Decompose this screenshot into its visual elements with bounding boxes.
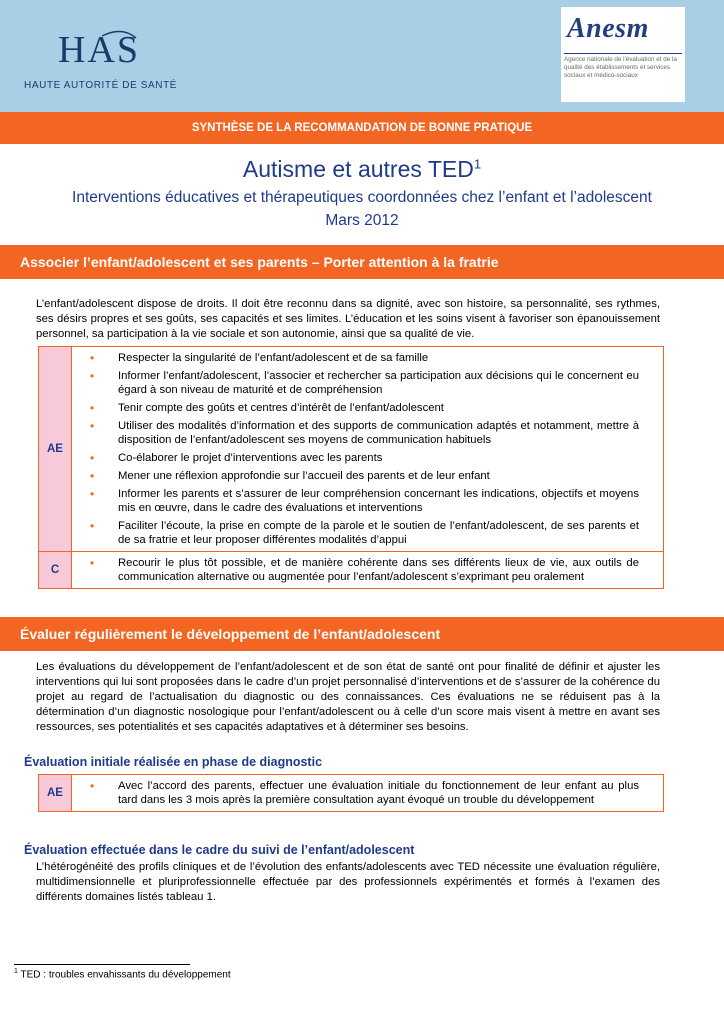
subheading-initial-evaluation: Évaluation initiale réalisée en phase de diagnostic — [24, 755, 323, 769]
recommendation-list — [72, 775, 663, 811]
recommendation-item: • Utiliser des modalités d’information et des supports de communication adaptés et notamment, mettre à disposition de l’enfant/adolescent ses moyens de communication habituels — [86, 419, 639, 447]
recommendation-item: • Recourir le plus tôt possible, et de manière cohérente dans ses différents lieux de vie, aux outils de communication alternative ou augmentée pour l’enfant/adolescent s’exprimant peu oralement — [86, 556, 639, 584]
recommendation-item: • Informer les parents et s’assurer de leur compréhension concernant les indications, objectifs et moyens mis en œuvre, dans le cadre des évaluations et interventions — [86, 487, 639, 515]
section1-intro: L’enfant/adolescent dispose de droits. Il doit être reconnu dans sa dignité, avec son histoire, sa personnalité, ses rythmes, ses désirs propres et ses goûts, ses capacités et ses limites. L’éducation et les soins visent à favoriser son épanouissement personnel, sa participation à la vie sociale et son autonomie, ainsi que sa qualité de vie. — [36, 298, 660, 340]
grade-label: AE — [39, 347, 72, 551]
synthesis-banner: SYNTHÈSE DE LA RECOMMANDATION DE BONNE PRATIQUE — [0, 112, 724, 144]
title-footnote-ref[interactable]: 1 — [473, 156, 482, 172]
recommendation-item: • Mener une réflexion approfondie sur l’accueil des parents et de leur enfant — [86, 469, 639, 483]
has-subtitle: HAUTE AUTORITÉ DE SANTÉ — [24, 80, 178, 91]
anesm-logo-text: Anesm — [567, 13, 649, 44]
recommendation-table-2 — [38, 774, 664, 812]
footnote-text: TED : troubles envahissants du développement — [20, 969, 231, 981]
recommendation-item: • Tenir compte des goûts et centres d’intérêt de l’enfant/adolescent — [86, 401, 639, 415]
recommendation-list — [72, 552, 663, 588]
anesm-description: Agence nationale de l'évaluation et de la qualité des établissements et services sociaux et médico-sociaux — [564, 56, 677, 79]
svg-text:HAS: HAS — [58, 29, 141, 71]
grade-label: AE — [39, 775, 72, 811]
subheading-follow-up-evaluation: Évaluation effectuée dans le cadre du suivi de l’enfant/adolescent — [24, 843, 415, 857]
recommendation-item: • Respecter la singularité de l’enfant/adolescent et de sa famille — [86, 351, 639, 365]
recommendation-item: • Faciliter l’écoute, la prise en compte de la parole et le soutien de l’enfant/adolescent, de ses parents et de sa fratrie et leur proposer différentes modalités d’appui — [86, 519, 639, 547]
anesm-divider — [564, 53, 682, 54]
recommendation-row-ae — [39, 775, 663, 811]
grade-label: C — [39, 552, 72, 588]
publication-date: Mars 2012 — [325, 212, 399, 229]
footnote — [14, 968, 231, 980]
page-title — [0, 156, 724, 183]
section-heading-evaluate: Évaluer régulièrement le développement de l’enfant/adolescent — [0, 617, 724, 651]
anesm-logo — [561, 7, 685, 102]
follow-up-text: L’hétérogénéité des profils cliniques et de l’évolution des enfants/adolescents avec TED nécessite une évaluation régulière, multidimensionnelle et pluriprofessionnelle effectuée par des professionnels expérimentés et formés à l’examen des différents domaines listés tableau 1. — [36, 861, 660, 903]
section2-intro: Les évaluations du développement de l’enfant/adolescent et de son état de santé ont pour finalité de définir et ajuster les interventions qui lui sont proposées dans le cadre d’un projet personnalisé d’interventions et de s’assurer de la cohérence du projet au regard de l’actualisation du diagnostic ou des connaissances. Ces évaluations ne se réduisent pas à la détermination d’un diagnostic nosologique pour l’enfant/adolescent ou à celle d’un score mais visent à mettre en avant ses ressources, ses potentialités et ses capacités adaptatives et à déterminer ses besoins. — [36, 661, 660, 733]
page-subtitle: Interventions éducatives et thérapeutiques coordonnées chez l’enfant et l’adolescent — [72, 189, 652, 206]
recommendation-item: • Co-élaborer le projet d’interventions avec les parents — [86, 451, 639, 465]
recommendation-row-c — [39, 551, 663, 588]
recommendation-table-1 — [38, 346, 664, 589]
recommendation-item: • Informer l’enfant/adolescent, l’associer et rechercher sa participation aux décisions qui le concernent eu égard à son niveau de maturité et de compréhension — [86, 369, 639, 397]
recommendation-item: • Avec l’accord des parents, effectuer une évaluation initiale du fonctionnement de leur enfant au plus tard dans les 3 mois après la première consultation ayant évoqué un trouble du développement — [86, 779, 639, 807]
section-heading-associate: Associer l’enfant/adolescent et ses parents – Porter attention à la fratrie — [0, 245, 724, 279]
footnote-number: 1 — [14, 968, 18, 975]
has-logo — [24, 24, 214, 104]
recommendation-row-ae — [39, 347, 663, 551]
page-title-text: Autisme et autres TED — [242, 156, 474, 182]
recommendation-list — [72, 347, 663, 551]
footnote-separator — [14, 964, 190, 965]
